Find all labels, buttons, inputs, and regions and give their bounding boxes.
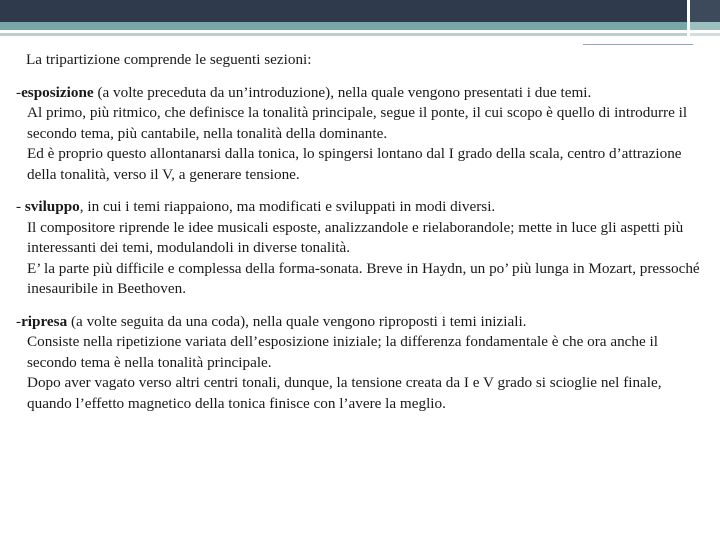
header-bar <box>0 0 687 22</box>
section-sviluppo <box>16 197 706 300</box>
section-paragraph: Al primo, più ritmico, che definisce la tonalità principale, segue il ponte, il cui scopo è quello di introdurre il secondo tema, più cantabile, nella tonalità della dominante. <box>27 104 688 142</box>
header-accent-corner <box>690 22 720 30</box>
section-paragraph: Ed è proprio questo allontanarsi dalla tonica, lo spingersi lontano dal I grado della scala, centro d’attrazione della tonalità, verso il V, a generare tensione. <box>27 145 682 183</box>
section-paragraph: Consiste nella ripetizione variata dell’esposizione iniziale; la differenza fondamentale è che ora anche il secondo tema è nella tonalità principale. <box>27 333 658 371</box>
bullet-prefix: - <box>16 198 25 215</box>
slide-edge-line <box>583 44 693 45</box>
header-accent-band <box>0 22 687 30</box>
section-lead-text: , in cui i temi riappaiono, ma modificati e sviluppati in modi diversi. <box>79 198 496 215</box>
section-term: sviluppo <box>24 198 80 215</box>
section-paragraph: E’ la parte più difficile e complessa della forma-sonata. Breve in Haydn, un po’ più lunga in Mozart, pressoché inesauribile in Beethoven. <box>27 259 700 297</box>
section-paragraph: Il compositore riprende le idee musicali esposte, analizzandole e rielaborandole; mette in luce gli aspetti più interessanti dei temi, modulandoli in diverse tonalità. <box>27 218 684 256</box>
section-lead <box>16 83 706 104</box>
section-lead-text: (a volte seguita da una coda), nella quale vengono riproposti i temi iniziali. <box>67 312 527 330</box>
section-paragraph: Dopo aver vagato verso altri centri tonali, dunque, la tensione creata da I e V grado si scioglie nel finale, quando l’effetto magnetico della tonica finisce con l’avere la meglio. <box>27 374 662 412</box>
section-lead <box>16 312 706 333</box>
section-term: ripresa <box>21 312 68 330</box>
section-lead <box>16 197 706 218</box>
slide-body <box>16 50 706 426</box>
section-esposizione <box>16 83 706 186</box>
header-thin-corner <box>690 33 720 36</box>
section-ripresa <box>16 312 706 415</box>
header-thin-band <box>0 33 687 36</box>
header-bar-corner <box>690 0 720 22</box>
bullet-prefix: - <box>16 83 22 101</box>
intro-text: La tripartizione comprende le seguenti sezioni: <box>26 51 312 68</box>
section-term: esposizione <box>21 83 94 101</box>
bullet-prefix: - <box>16 312 22 330</box>
section-lead-text: (a volte preceduta da un’introduzione), nella quale vengono presentati i due temi. <box>93 83 592 101</box>
